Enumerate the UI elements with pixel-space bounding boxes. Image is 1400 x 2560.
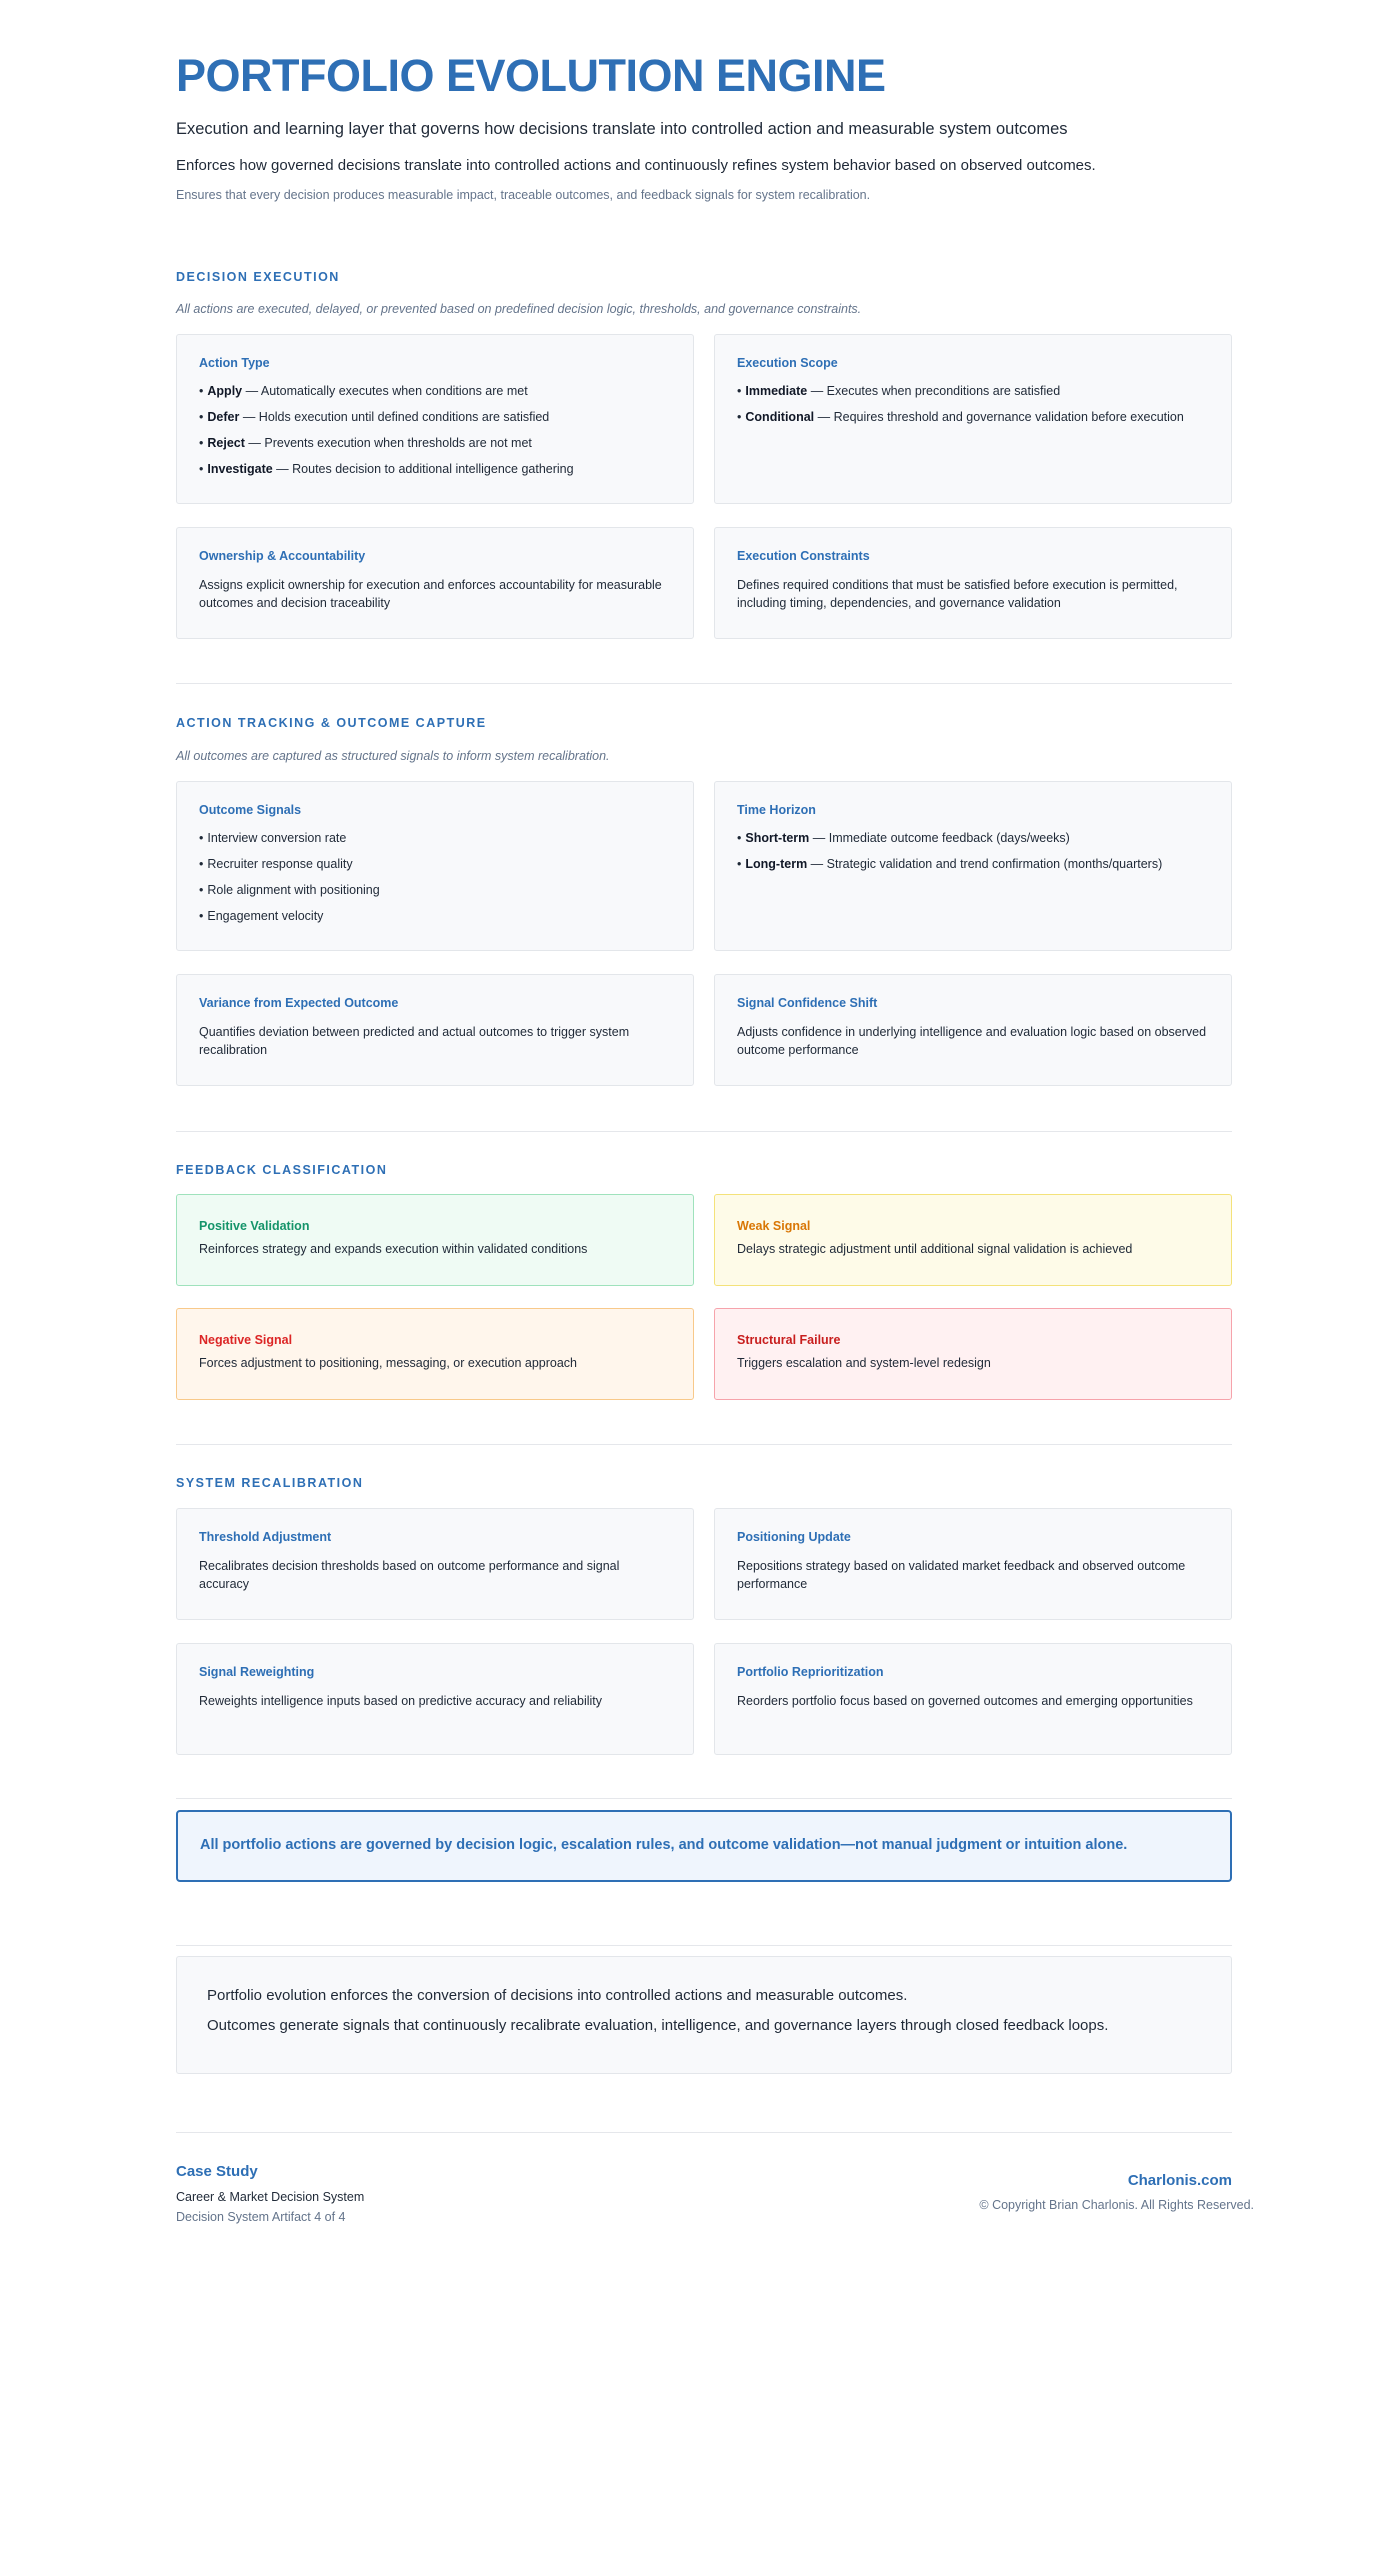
time-horizon-list: [737, 830, 1209, 873]
section-title-tracking: ACTION TRACKING & OUTCOME CAPTURE: [176, 716, 487, 730]
list-item: • Conditional — Requires threshold and governance validation before execution: [737, 410, 1184, 424]
list-item: • Recruiter response quality: [199, 857, 353, 871]
governance-callout: [176, 1810, 1232, 1882]
card-title: Ownership & Accountability: [199, 549, 366, 563]
card-title: Execution Scope: [737, 356, 838, 370]
divider: [176, 1131, 1232, 1132]
section-desc-tracking: All outcomes are captured as structured signals to inform system recalibration.: [176, 749, 610, 763]
card-title: Threshold Adjustment: [199, 1530, 332, 1544]
card-title: Action Type: [199, 356, 270, 370]
card-portfolio-reprioritization: [714, 1643, 1232, 1755]
system-name: Career & Market Decision System: [176, 2190, 365, 2204]
case-study-label: Case Study: [176, 2163, 258, 2180]
callout-text: All portfolio actions are governed by decision logic, escalation rules, and outcome validation—not manual judgment or intuition alone.: [200, 1837, 1128, 1853]
action-type-list: [199, 383, 671, 478]
card-variance: [176, 974, 694, 1086]
feedback-text: Delays strategic adjustment until additional signal validation is achieved: [737, 1242, 1133, 1256]
card-text: Reweights intelligence inputs based on predictive accuracy and reliability: [199, 1694, 603, 1708]
list-item: • Apply — Automatically executes when conditions are met: [199, 384, 528, 398]
list-item: • Engagement velocity: [199, 909, 324, 923]
divider: [176, 1945, 1232, 1946]
card-positioning-update: [714, 1508, 1232, 1620]
feedback-title: Positive Validation: [199, 1219, 310, 1233]
card-text: Assigns explicit ownership for execution and enforces accountability for measurable outcomes and decision traceability: [199, 578, 662, 610]
list-item: • Reject — Prevents execution when thresholds are not met: [199, 436, 532, 450]
card-text: Recalibrates decision thresholds based on outcome performance and signal accuracy: [199, 1559, 620, 1591]
list-item: • Investigate — Routes decision to additional intelligence gathering: [199, 462, 574, 476]
footer-right: [979, 2172, 1254, 2212]
card-execution-constraints: [714, 527, 1232, 639]
card-text: Reorders portfolio focus based on governed outcomes and emerging opportunities: [737, 1694, 1193, 1708]
card-time-horizon: [714, 781, 1232, 951]
list-item: • Long-term — Strategic validation and trend confirmation (months/quarters): [737, 857, 1163, 871]
list-item: • Short-term — Immediate outcome feedback (days/weeks): [737, 831, 1070, 845]
card-execution-scope: [714, 334, 1232, 504]
list-item: • Interview conversion rate: [199, 831, 347, 845]
feedback-text: Triggers escalation and system-level redesign: [737, 1356, 991, 1370]
summary-line: Portfolio evolution enforces the conversion of decisions into controlled actions and measurable outcomes.: [207, 1987, 908, 2004]
feedback-structural-failure: [714, 1308, 1232, 1400]
feedback-negative-signal: [176, 1308, 694, 1400]
card-title: Outcome Signals: [199, 803, 302, 817]
feedback-positive-validation: [176, 1194, 694, 1286]
section-title-recalibration: SYSTEM RECALIBRATION: [176, 1476, 364, 1490]
list-item: • Immediate — Executes when preconditions are satisfied: [737, 384, 1061, 398]
outcome-signals-list: [199, 830, 671, 925]
card-outcome-signals: [176, 781, 694, 951]
page-subtitle: Execution and learning layer that governs how decisions translate into controlled action and measurable system outcomes: [176, 120, 1068, 138]
copyright: © Copyright Brian Charlonis. All Rights Reserved.: [979, 2198, 1254, 2212]
feedback-text: Forces adjustment to positioning, messaging, or execution approach: [199, 1356, 577, 1370]
summary-line: Outcomes generate signals that continuously recalibrate evaluation, intelligence, and governance layers through closed feedback loops.: [207, 2017, 1109, 2034]
card-text: Adjusts confidence in underlying intelligence and evaluation logic based on observed outcome performance: [737, 1025, 1207, 1057]
card-title: Variance from Expected Outcome: [199, 996, 399, 1010]
footer-left: [176, 2163, 364, 2224]
feedback-title: Weak Signal: [737, 1219, 811, 1233]
site-link[interactable]: Charlonis.com: [1127, 2172, 1232, 2189]
card-signal-confidence: [714, 974, 1232, 1086]
section-title-decision-execution: DECISION EXECUTION: [176, 270, 340, 284]
section-title-feedback: FEEDBACK CLASSIFICATION: [176, 1163, 388, 1177]
footer-divider: [176, 2132, 1232, 2133]
card-action-type: [176, 334, 694, 504]
card-text: Defines required conditions that must be satisfied before execution is permitted, including timing, dependencies, and governance validation: [737, 578, 1178, 610]
card-title: Time Horizon: [737, 803, 816, 817]
card-text: Quantifies deviation between predicted and actual outcomes to trigger system recalibration: [199, 1025, 630, 1057]
feedback-title: Negative Signal: [199, 1333, 293, 1347]
card-title: Signal Confidence Shift: [737, 996, 878, 1010]
card-threshold-adjustment: [176, 1508, 694, 1620]
feedback-title: Structural Failure: [737, 1333, 841, 1347]
card-title: Signal Reweighting: [199, 1665, 315, 1679]
list-item: • Defer — Holds execution until defined conditions are satisfied: [199, 410, 550, 424]
divider: [176, 1444, 1232, 1445]
list-item: • Role alignment with positioning: [199, 883, 380, 897]
card-signal-reweighting: [176, 1643, 694, 1755]
section-desc-decision-execution: All actions are executed, delayed, or prevented based on predefined decision logic, thresholds, and governance constraints.: [176, 302, 862, 316]
card-ownership: [176, 527, 694, 639]
page-title: PORTFOLIO EVOLUTION ENGINE: [176, 50, 886, 101]
page-lead: Enforces how governed decisions translate into controlled actions and continuously refines system behavior based on observed outcomes.: [176, 157, 1096, 174]
divider: [176, 1798, 1232, 1799]
card-text: Repositions strategy based on validated market feedback and observed outcome performance: [737, 1559, 1186, 1591]
divider: [176, 683, 1232, 684]
feedback-text: Reinforces strategy and expands execution within validated conditions: [199, 1242, 588, 1256]
feedback-weak-signal: [714, 1194, 1232, 1286]
artifact-label: Decision System Artifact 4 of 4: [176, 2210, 346, 2224]
card-title: Portfolio Reprioritization: [737, 1665, 884, 1679]
card-title: Execution Constraints: [737, 549, 870, 563]
summary-box: [176, 1956, 1232, 2074]
page-note: Ensures that every decision produces measurable impact, traceable outcomes, and feedback signals for system recalibration.: [176, 188, 871, 202]
card-title: Positioning Update: [737, 1530, 851, 1544]
execution-scope-list: [737, 383, 1209, 426]
